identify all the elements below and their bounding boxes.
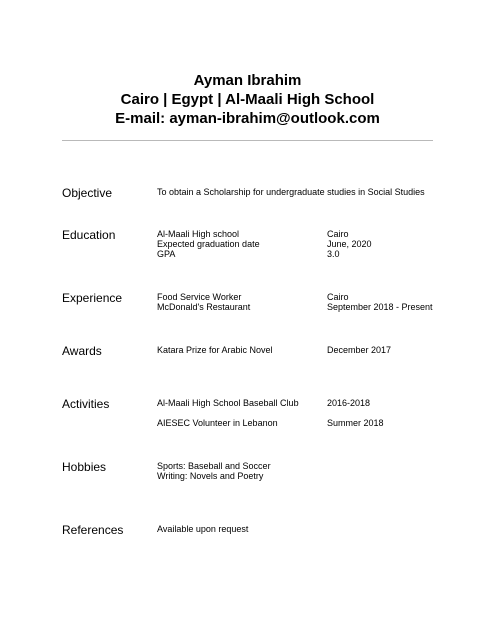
activities-dates bbox=[327, 398, 384, 428]
hobbies-list bbox=[157, 461, 271, 481]
email-line: E-mail: ayman-ibrahim@outlook.com bbox=[115, 110, 380, 127]
experience-label: Experience bbox=[62, 291, 123, 305]
experience-values bbox=[327, 292, 433, 312]
header-divider bbox=[62, 140, 433, 141]
candidate-name: Ayman Ibrahim bbox=[193, 72, 302, 89]
education-gpa-label: GPA bbox=[157, 249, 176, 259]
awards-label: Awards bbox=[62, 344, 102, 358]
activity-name: Al-Maali High School Baseball Club bbox=[157, 398, 299, 408]
experience-employer: McDonald's Restaurant bbox=[157, 302, 251, 312]
experience-details bbox=[157, 292, 250, 312]
experience-role: Food Service Worker bbox=[157, 292, 242, 302]
references-details bbox=[157, 524, 248, 534]
references-label: References bbox=[62, 523, 124, 537]
education-details bbox=[157, 229, 260, 259]
activities-label: Activities bbox=[62, 397, 110, 411]
experience-city: Cairo bbox=[327, 292, 349, 302]
location-school-line: Cairo | Egypt | Al-Maali High School bbox=[120, 91, 375, 108]
activity-date: 2016-2018 bbox=[327, 398, 371, 408]
activity-name: AIESEC Volunteer in Lebanon bbox=[157, 418, 278, 428]
objective-text: To obtain a Scholarship for undergraduate studies in Social Studies bbox=[157, 187, 425, 197]
education-label: Education bbox=[62, 228, 116, 242]
education-graduation-label: Expected graduation date bbox=[157, 239, 260, 249]
activity-date: Summer 2018 bbox=[327, 418, 384, 428]
awards-details bbox=[157, 345, 273, 355]
objective-label: Objective bbox=[62, 186, 113, 200]
hobby-line: Writing: Novels and Poetry bbox=[157, 471, 264, 481]
education-values bbox=[327, 229, 372, 259]
award-date: December 2017 bbox=[327, 345, 392, 355]
award-name: Katara Prize for Arabic Novel bbox=[157, 345, 273, 355]
resume-header bbox=[0, 71, 495, 128]
education-gpa-value: 3.0 bbox=[327, 249, 340, 259]
experience-dates: September 2018 - Present bbox=[327, 302, 433, 312]
education-city: Cairo bbox=[327, 229, 349, 239]
education-graduation-date: June, 2020 bbox=[327, 239, 372, 249]
hobby-line: Sports: Baseball and Soccer bbox=[157, 461, 271, 471]
references-text: Available upon request bbox=[157, 524, 249, 534]
activities-names bbox=[157, 398, 299, 428]
hobbies-label: Hobbies bbox=[62, 460, 107, 474]
education-school: Al-Maali High school bbox=[157, 229, 240, 239]
awards-values bbox=[327, 345, 391, 355]
